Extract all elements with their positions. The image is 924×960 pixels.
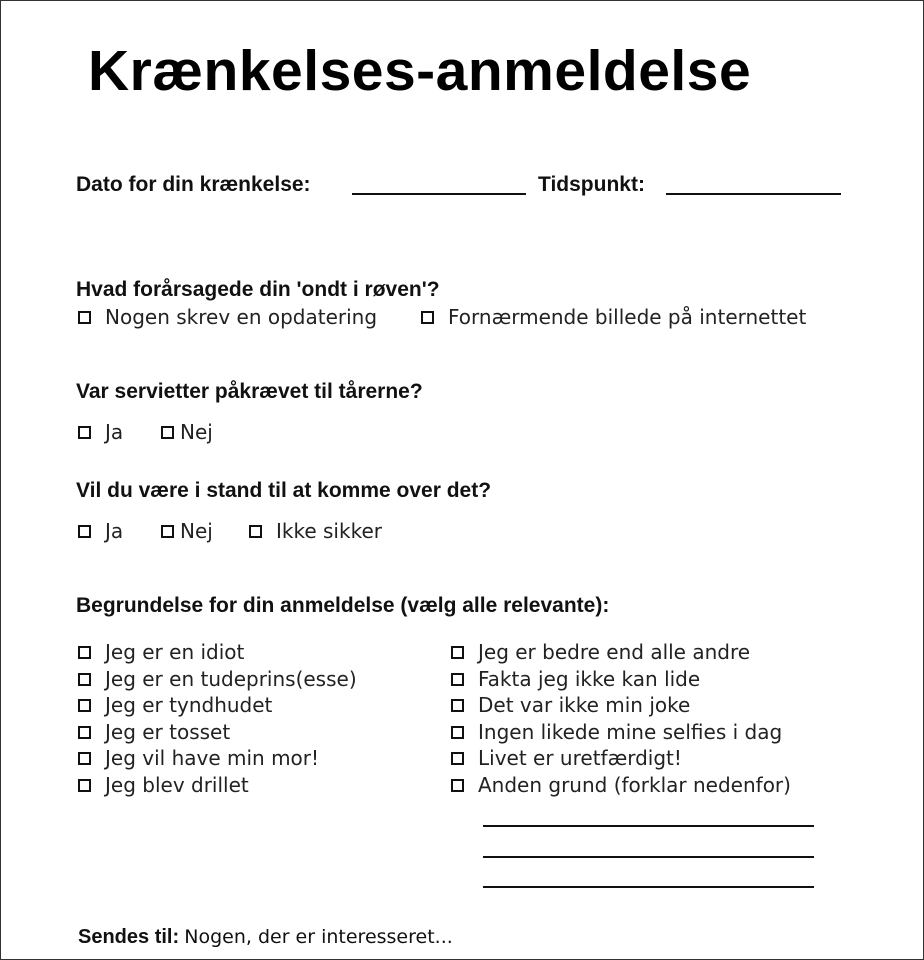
checkbox[interactable] <box>78 426 91 439</box>
option-label: Nej <box>180 519 213 543</box>
checkbox[interactable] <box>451 673 464 686</box>
q3-option-no[interactable] <box>161 519 213 543</box>
q2-question: Var servietter påkrævet til tårerne? <box>76 380 423 403</box>
q1-question: Hvad forårsagede din 'ondt i røven'? <box>76 278 440 301</box>
reason-option[interactable] <box>78 773 249 797</box>
reason-option[interactable] <box>78 667 357 691</box>
option-label: Jeg blev drillet <box>105 773 249 797</box>
reason-option[interactable] <box>78 746 319 770</box>
checkbox[interactable] <box>421 311 434 324</box>
reason-option[interactable] <box>451 667 700 691</box>
checkbox[interactable] <box>78 752 91 765</box>
checkbox[interactable] <box>78 311 91 324</box>
checkbox[interactable] <box>78 699 91 712</box>
reason-option[interactable] <box>78 640 244 664</box>
explanation-line[interactable] <box>483 825 814 827</box>
explanation-line[interactable] <box>483 886 814 888</box>
q1-option-image[interactable] <box>421 305 806 329</box>
checkbox[interactable] <box>78 525 91 538</box>
checkbox[interactable] <box>78 726 91 739</box>
option-label: Fakta jeg ikke kan lide <box>478 667 701 691</box>
option-label: Jeg vil have min mor! <box>105 746 320 770</box>
send-to-row <box>78 926 453 949</box>
checkbox[interactable] <box>78 646 91 659</box>
option-label: Det var ikke min joke <box>478 693 691 717</box>
date-label: Dato for din krænkelse: <box>76 173 311 196</box>
date-field[interactable] <box>352 193 526 195</box>
time-field[interactable] <box>666 193 841 195</box>
checkbox[interactable] <box>161 525 174 538</box>
reason-option[interactable] <box>451 693 690 717</box>
checkbox[interactable] <box>451 646 464 659</box>
checkbox[interactable] <box>451 779 464 792</box>
reason-option[interactable] <box>451 640 750 664</box>
send-to-label: Sendes til: <box>78 926 180 948</box>
option-label: Ja <box>105 420 124 444</box>
option-label: Jeg er en tudeprins(esse) <box>105 667 357 691</box>
option-label: Jeg er en idiot <box>105 640 245 664</box>
form-title: Krænkelses-anmeldelse <box>88 39 752 103</box>
option-label: Livet er uretfærdigt! <box>478 746 682 770</box>
q2-option-no[interactable] <box>161 420 213 444</box>
q4-question: Begrundelse for din anmeldelse (vælg alle relevante): <box>76 594 610 617</box>
option-label: Jeg er bedre end alle andre <box>478 640 751 664</box>
option-label: Ikke sikker <box>276 519 382 543</box>
checkbox[interactable] <box>78 779 91 792</box>
option-label: Ingen likede mine selfies i dag <box>478 720 783 744</box>
checkbox[interactable] <box>451 699 464 712</box>
option-label: Nej <box>180 420 213 444</box>
option-label: Jeg er tyndhudet <box>105 693 273 717</box>
q3-option-yes[interactable] <box>78 519 123 543</box>
time-label: Tidspunkt: <box>538 173 645 196</box>
option-label: Nogen skrev en opdatering <box>105 305 378 329</box>
explanation-line[interactable] <box>483 856 814 858</box>
send-to-value: Nogen, der er interesseret... <box>184 926 453 948</box>
q2-option-yes[interactable] <box>78 420 123 444</box>
checkbox[interactable] <box>161 426 174 439</box>
reason-option[interactable] <box>78 720 230 744</box>
reason-option[interactable] <box>451 720 782 744</box>
checkbox[interactable] <box>249 525 262 538</box>
reason-option[interactable] <box>451 746 682 770</box>
q3-option-unsure[interactable] <box>249 519 382 543</box>
checkbox[interactable] <box>451 726 464 739</box>
option-label: Ja <box>105 519 124 543</box>
reason-option[interactable] <box>78 693 272 717</box>
option-label: Anden grund (forklar nedenfor) <box>478 773 791 797</box>
checkbox[interactable] <box>78 673 91 686</box>
option-label: Jeg er tosset <box>105 720 231 744</box>
q1-option-update[interactable] <box>78 305 377 329</box>
reason-option[interactable] <box>451 773 791 797</box>
q3-question: Vil du være i stand til at komme over det? <box>76 479 492 502</box>
option-label: Fornærmende billede på internettet <box>448 305 807 329</box>
checkbox[interactable] <box>451 752 464 765</box>
